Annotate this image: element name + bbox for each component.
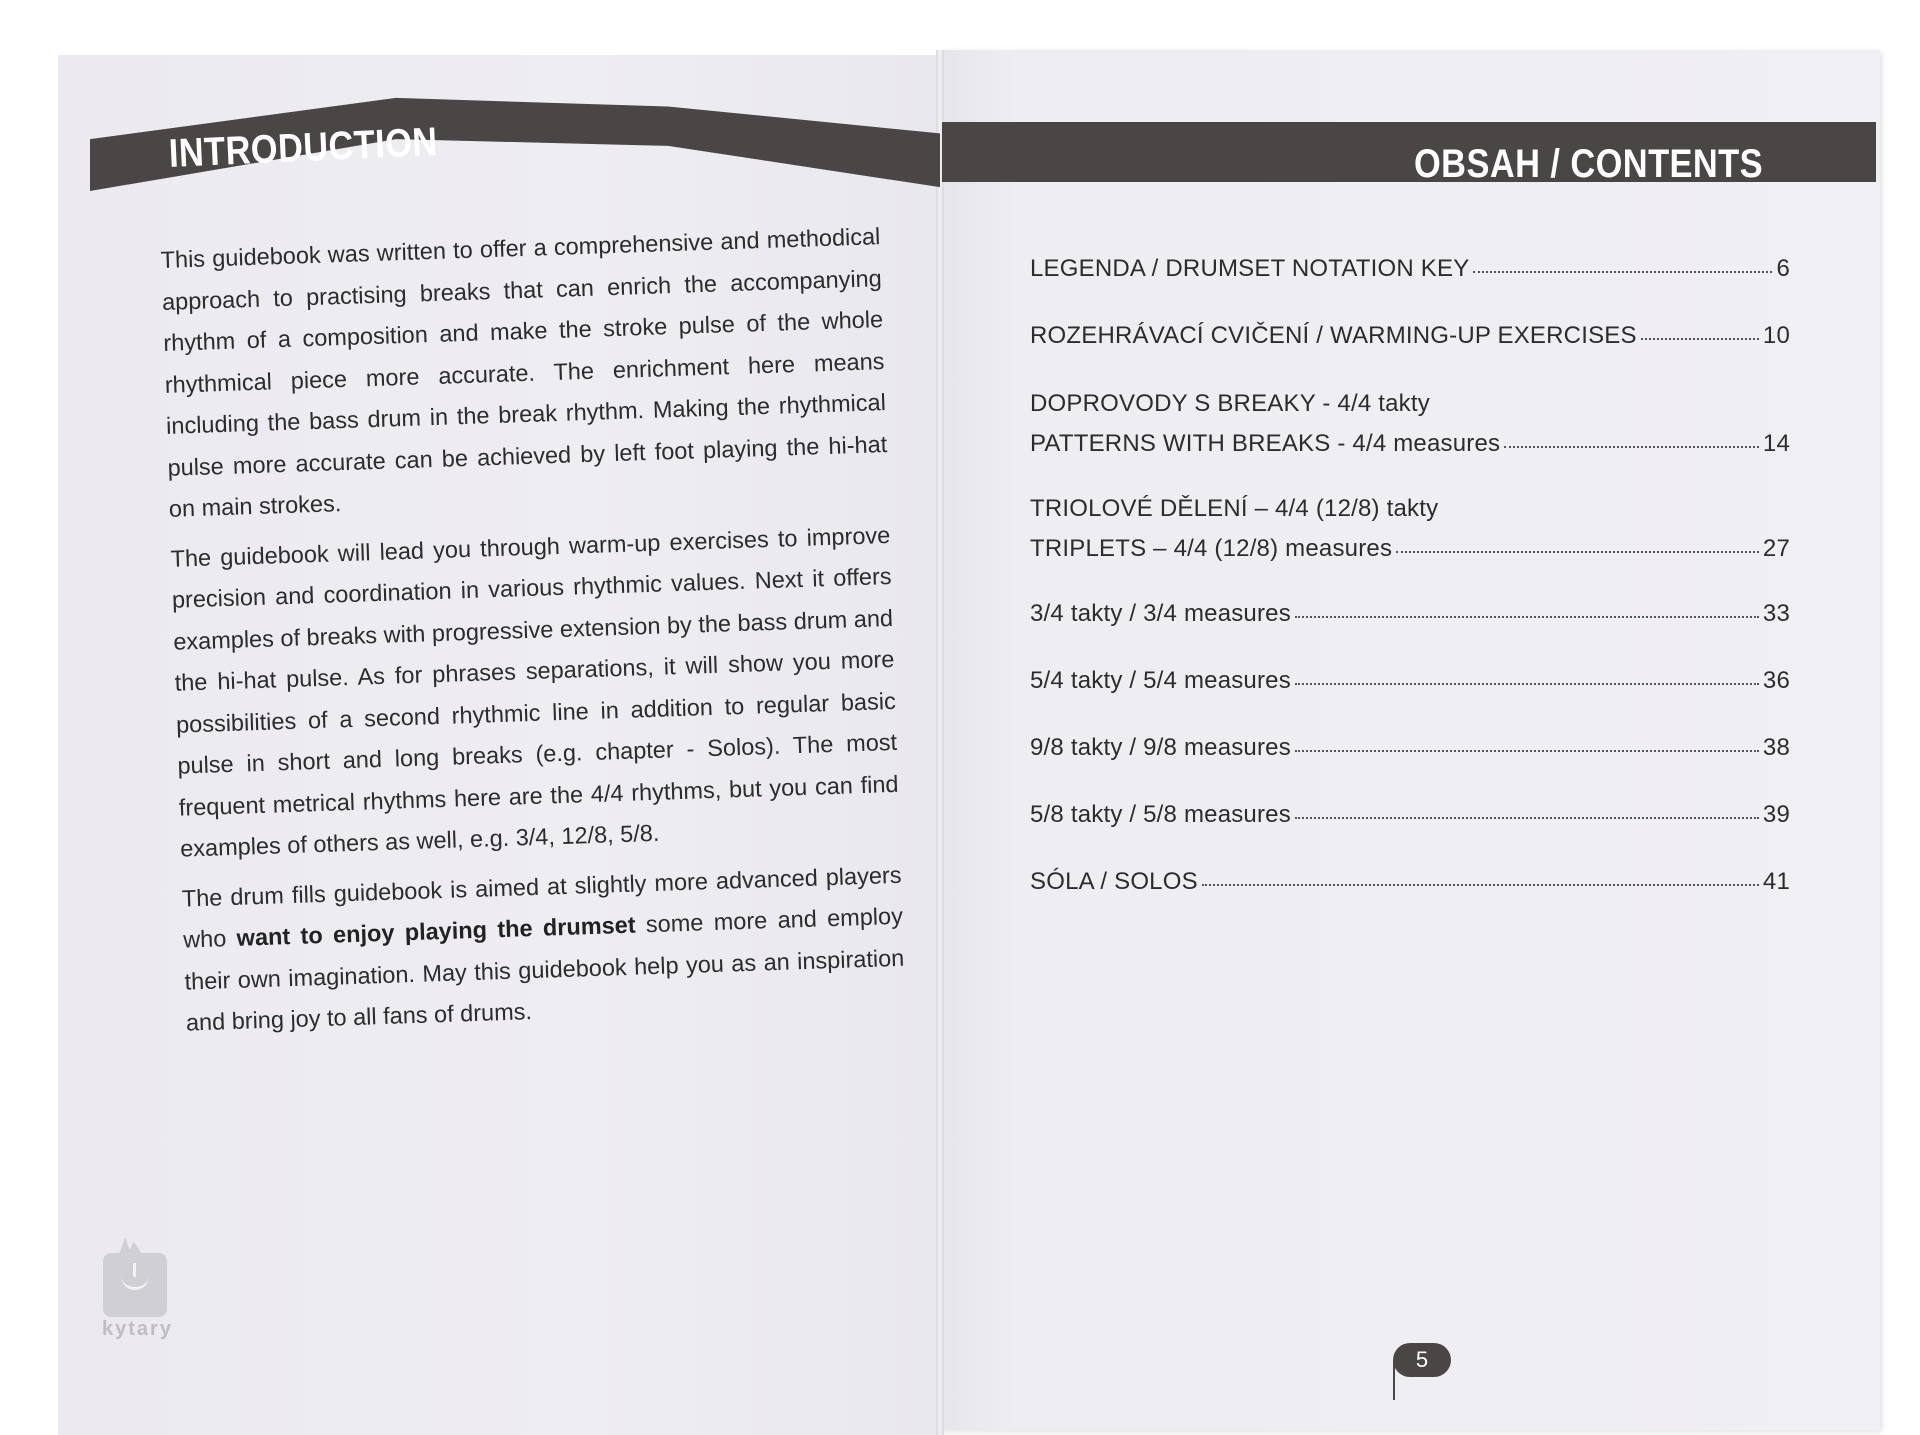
toc-leader-dots bbox=[1295, 750, 1759, 752]
intro-emphasis: want to enjoy playing the drumset bbox=[236, 911, 636, 951]
toc-entry bbox=[1030, 801, 1790, 841]
toc-entry bbox=[1030, 600, 1790, 640]
logo-text: kytary bbox=[102, 1318, 173, 1340]
page-number: 5 bbox=[1393, 1343, 1451, 1377]
toc-entry-label: 3/4 takty / 3/4 measures bbox=[1030, 600, 1291, 627]
toc-leader-dots bbox=[1396, 551, 1759, 553]
toc-entry bbox=[1030, 667, 1790, 707]
toc-leader-dots bbox=[1295, 683, 1759, 685]
toc-entry bbox=[1030, 868, 1790, 908]
toc-entry-label: SÓLA / SOLOS bbox=[1030, 868, 1198, 895]
toc-entry-label: PATTERNS WITH BREAKS - 4/4 measures bbox=[1030, 430, 1501, 457]
toc-entry-page: 36 bbox=[1762, 667, 1790, 694]
toc-leader-dots bbox=[1295, 616, 1759, 618]
toc-entry bbox=[1030, 734, 1790, 774]
toc-entry-page: 38 bbox=[1762, 734, 1790, 761]
toc-entry-page: 27 bbox=[1762, 535, 1790, 562]
toc-entry-page: 33 bbox=[1762, 600, 1790, 627]
kytary-logo-icon bbox=[103, 1235, 167, 1325]
toc-entry-label: ROZEHRÁVACÍ CVIČENÍ / WARMING-UP EXERCISES bbox=[1030, 322, 1637, 349]
toc-entry bbox=[1030, 322, 1790, 362]
intro-paragraph-2: The guidebook will lead you through warm-up exercises to improve precision and coordination in various rhythmic values. Next it offers examples of breaks with progressive extension by the bass drum and the hi-hat pulse. As for phrases separations, it will show you more possibilities of a second rhythmic line in addition to regular basic pulse in short and long breaks (e.g. chapter - Solos). The most frequent metrical rhythms here are the 4/4 rhythms, but you can find examples of others as well, e.g. 3/4, 12/8, 5/8. bbox=[170, 521, 899, 862]
toc-entry-page: 41 bbox=[1762, 868, 1790, 895]
toc-leader-dots bbox=[1295, 817, 1759, 819]
toc-entry-label: TRIPLETS – 4/4 (12/8) measures bbox=[1030, 535, 1393, 562]
book-spine bbox=[936, 50, 944, 1435]
toc-entry-label: 9/8 takty / 9/8 measures bbox=[1030, 734, 1291, 761]
toc-entry-label: TRIOLOVÉ DĚLENÍ – 4/4 (12/8) takty bbox=[1030, 495, 1439, 522]
contents-title: OBSAH / CONTENTS bbox=[1414, 142, 1763, 186]
toc-leader-dots bbox=[1202, 884, 1759, 886]
toc-leader-dots bbox=[1504, 446, 1759, 448]
toc-entry-label: 5/4 takty / 5/4 measures bbox=[1030, 667, 1291, 694]
toc-entry-label: DOPROVODY S BREAKY - 4/4 takty bbox=[1030, 390, 1430, 417]
toc-entry-page: 10 bbox=[1762, 322, 1790, 349]
toc-entry-page: 14 bbox=[1762, 430, 1790, 457]
toc-entry-page: 6 bbox=[1776, 255, 1790, 282]
toc-leader-dots bbox=[1641, 338, 1759, 340]
toc-entry bbox=[1030, 495, 1790, 575]
toc-entry-label: 5/8 takty / 5/8 measures bbox=[1030, 801, 1291, 828]
intro-paragraph-3-end: some more and employ their own imagination. May this guidebook help you as an inspiration and bring joy to all fans of drums. bbox=[184, 902, 905, 1036]
toc-entry bbox=[1030, 255, 1790, 295]
intro-paragraph-3 bbox=[181, 854, 906, 1044]
intro-paragraph-3-start: The drum fills guidebook is aimed at slightly more advanced players who bbox=[181, 861, 902, 953]
intro-paragraph-1: This guidebook was written to offer a comprehensive and methodical approach to practising breaks that can enrich the accompanying rhythm of a composition and make the stroke pulse of the whole rhythmical piece more accurate. The enrichment here means including the bass drum in the break rhythm. Making the rhythmical pulse more accurate can be achieved by left foot playing the hi-hat on main strokes. bbox=[160, 223, 888, 522]
toc-entry-label: LEGENDA / DRUMSET NOTATION KEY bbox=[1030, 255, 1470, 282]
introduction-text bbox=[160, 216, 907, 1052]
toc-entry-page: 39 bbox=[1762, 801, 1790, 828]
toc-leader-dots bbox=[1473, 271, 1772, 273]
introduction-title: INTRODUCTION bbox=[167, 119, 439, 177]
toc-entry bbox=[1030, 390, 1790, 470]
